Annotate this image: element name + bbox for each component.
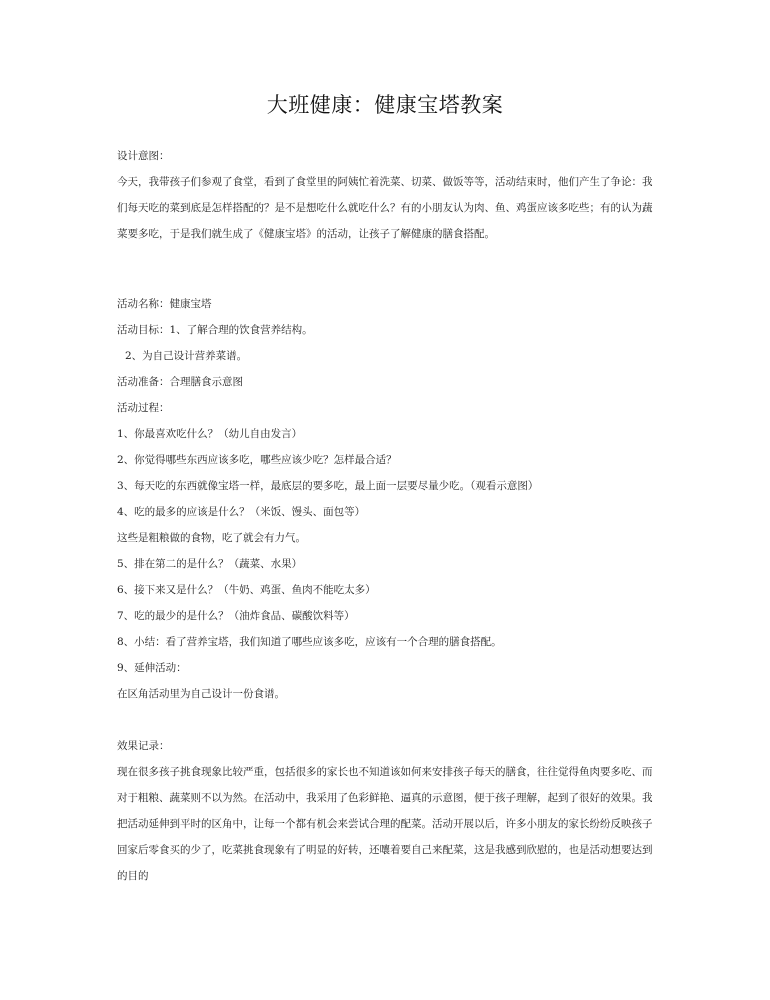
effect-heading: 效果记录： (117, 740, 170, 752)
activity-goal-1: 活动目标：1、了解合理的饮食营养结构。 (117, 324, 313, 336)
design-intent-heading: 设计意图： (117, 150, 170, 162)
process-step: 1、你最喜欢吃什么？（幼儿自由发言） (117, 428, 303, 440)
process-step: 2、你觉得哪些东西应该多吃，哪些应该少吃？怎样最合适？ (117, 454, 397, 466)
activity-prep: 活动准备：合理膳食示意图 (117, 376, 243, 388)
process-step: 4、吃的最多的应该是什么？（米饭、馒头、面包等） (117, 506, 366, 518)
design-intent-paragraph: 今天，我带孩子们参观了食堂，看到了食堂里的阿姨忙着洗菜、切菜、做饭等等，活动结束时，他们产生了争论：我们每天吃的菜到底是怎样搭配的？是不是想吃什么就吃什么？有的小朋友认为肉、鱼、鸡蛋应该多吃些；有的认为蔬菜要多吃，于是我们就生成了《健康宝塔》的活动，让孩子了解健康的膳食搭配。 (117, 176, 653, 240)
process-step: 3、每天吃的东西就像宝塔一样，最底层的要多吃，最上面一层要尽量少吃。（观看示意图） (117, 480, 539, 492)
process-step: 8、小结：看了营养宝塔，我们知道了哪些应该多吃，应该有一个合理的膳食搭配。 (117, 636, 502, 648)
document-body (117, 143, 662, 889)
section-spacer (117, 247, 662, 291)
process-step: 9、延伸活动： (117, 662, 187, 674)
process-step: 6、接下来又是什么？（牛奶、鸡蛋、鱼肉不能吃太多） (117, 584, 376, 596)
section-spacer (117, 707, 662, 733)
activity-goal-2: 2、为自己设计营养菜谱。 (125, 350, 248, 362)
document-title: 大班健康：健康宝塔教案 (266, 93, 504, 117)
effect-paragraph: 现在很多孩子挑食现象比较严重，包括很多的家长也不知道该如何来安排孩子每天的膳食，往往觉得鱼肉要多吃、而对于粗粮、蔬菜则不以为然。在活动中，我采用了色彩鲜艳、逼真的示意图，便于孩子理解，起到了很好的效果。我把活动延伸到平时的区角中，让每一个都有机会来尝试合理的配菜。活动开展以后，许多小朋友的家长纷纷反映孩子回家后零食买的少了，吃菜挑食现象有了明显的好转，还嚷着要自己来配菜，这是我感到欣慰的，也是活动想要达到的目的 (117, 766, 653, 882)
process-step: 5、排在第二的是什么？（蔬菜、水果） (117, 558, 303, 570)
process-step: 这些是粗粮做的食物，吃了就会有力气。 (117, 532, 306, 544)
process-step: 7、吃的最少的是什么？（油炸食品、碳酸饮料等） (117, 610, 355, 622)
process-step: 在区角活动里为自己设计一份食谱。 (117, 688, 285, 700)
activity-process-heading: 活动过程： (117, 402, 170, 414)
activity-name: 活动名称：健康宝塔 (117, 298, 212, 310)
